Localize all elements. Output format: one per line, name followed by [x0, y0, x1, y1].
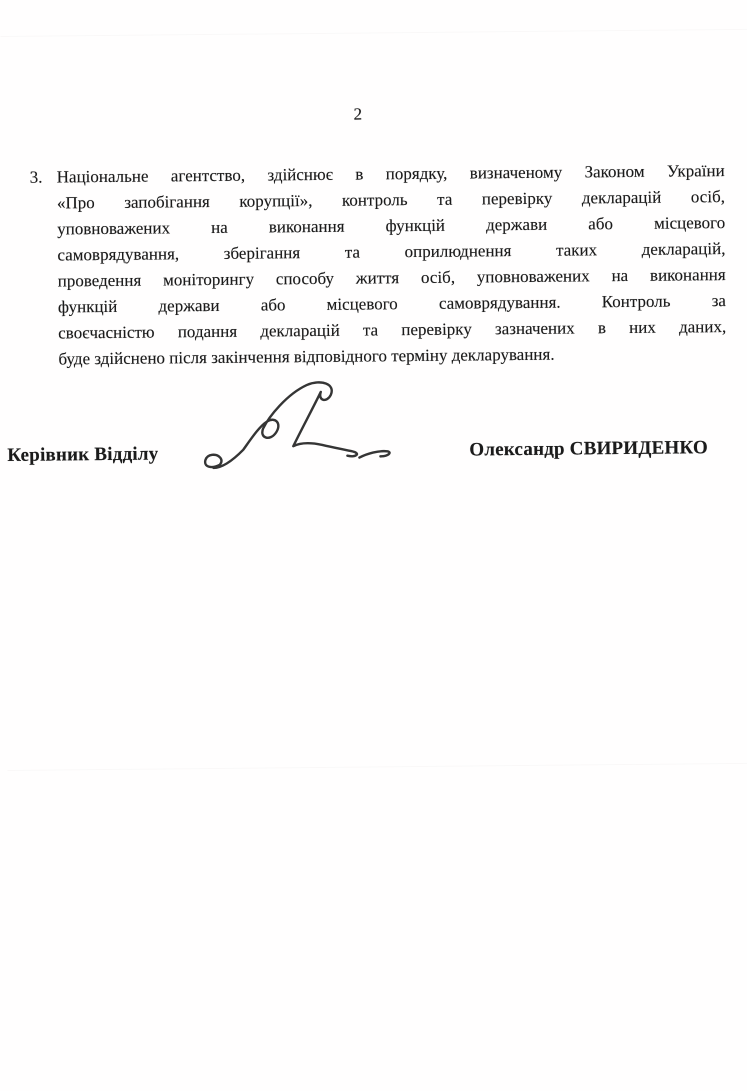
signer-name: Олександр СВИРИДЕНКО — [469, 437, 708, 461]
paragraph-item-3 — [57, 158, 727, 372]
position-title: Керівник Відділу — [7, 443, 159, 466]
page-number: 2 — [353, 104, 363, 124]
scan-artifact-line — [0, 29, 747, 37]
paragraph-line: своєчасністю подання декларацій та перевірку зазначених в них даних, — [58, 317, 727, 343]
paragraph-line: проведення моніторингу способу життя осіб, уповноважених на виконання — [57, 265, 726, 291]
paragraph-line: «Про запобігання корупції», контроль та перевірку декларацій осіб, — [56, 187, 726, 213]
paragraph-line: Національне агентство, здійснює в порядку, визначеному Законом України — [56, 161, 725, 187]
scan-artifact-line — [7, 763, 747, 771]
paragraph-line: самоврядування, зберігання та оприлюднення таких декларацій, — [57, 239, 726, 265]
paragraph-line: уповноважених на виконання функцій держави або місцевого — [57, 213, 726, 239]
list-marker: 3. — [29, 167, 43, 187]
paragraph-line: буде здійснено після закінчення відповідного терміну декларування. — [58, 344, 555, 369]
paragraph-line: функцій держави або місцевого самоврядування. Контроль за — [57, 291, 727, 317]
handwritten-signature-icon — [189, 379, 400, 486]
